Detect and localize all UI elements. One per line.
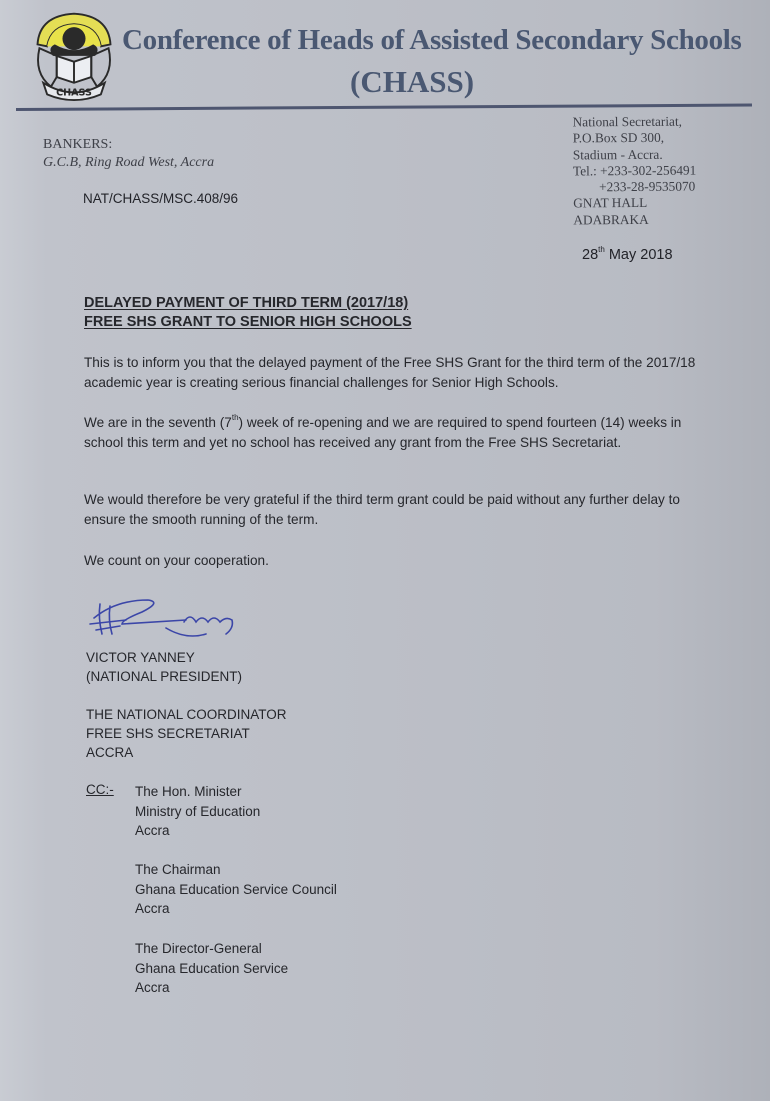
cc-line: Ministry of Education xyxy=(135,803,261,819)
chass-crest-icon xyxy=(26,6,122,102)
subject-line-1: DELAYED PAYMENT OF THIRD TERM (2017/18) xyxy=(84,295,409,311)
paragraph-text: ) week of re-opening and we are required to spend fourteen (14) weeks in school this term and yet no school has received any grant from the Free SHS Secretariat. xyxy=(84,415,682,450)
cc-label: CC:- xyxy=(86,782,114,797)
letterhead-divider xyxy=(16,104,752,111)
subject-line-2: FREE SHS GRANT TO SENIOR HIGH SCHOOLS xyxy=(84,314,412,330)
date-month-year: May 2018 xyxy=(604,247,673,263)
date-day: 28 xyxy=(582,247,599,263)
cc-entry xyxy=(135,860,337,919)
recipient-line: FREE SHS SECRETARIAT xyxy=(86,726,250,741)
address-phone: Tel.: +233-302-256491 xyxy=(572,162,697,179)
cc-line: Accra xyxy=(135,980,170,995)
address-phone: +233-28-9535070 xyxy=(599,178,696,195)
recipient-line: ACCRA xyxy=(86,745,134,760)
signer-title: (NATIONAL PRESIDENT) xyxy=(86,669,243,684)
address-line: GNAT HALL xyxy=(573,195,648,211)
body-paragraph-4: We count on your cooperation. xyxy=(84,553,269,568)
cc-line: Accra xyxy=(135,901,170,916)
cc-entry xyxy=(135,782,260,841)
organization-abbreviation: (CHASS) xyxy=(350,64,475,99)
organization-name: Conference of Heads of Assisted Secondary Schools xyxy=(122,24,742,56)
address-line: National Secretariat, xyxy=(572,113,682,130)
date-suffix: th xyxy=(598,245,605,254)
cc-line: Ghana Education Service xyxy=(135,960,289,976)
svg-text:CHASS: CHASS xyxy=(56,87,92,99)
signer-name: VICTOR YANNEY xyxy=(86,650,195,665)
cc-line: The Director-General xyxy=(135,941,262,956)
cc-line: The Hon. Minister xyxy=(135,784,242,799)
letter-subject xyxy=(84,294,412,332)
cc-line: Ghana Education Service Council xyxy=(135,881,337,897)
handwritten-signature-icon xyxy=(86,594,246,644)
cc-line: The Chairman xyxy=(135,862,221,877)
paragraph-text: We are in the seventh (7 xyxy=(84,415,232,430)
reference-number: NAT/CHASS/MSC.408/96 xyxy=(83,191,239,206)
recipient-line: THE NATIONAL COORDINATOR xyxy=(86,707,287,722)
body-paragraph-3: We would therefore be very grateful if the third term grant could be paid without any further delay to ensure the smooth running of the term. xyxy=(84,492,680,527)
letter-date xyxy=(582,247,673,263)
address-line: Stadium - Accra. xyxy=(572,146,663,163)
secretariat-address xyxy=(573,114,697,229)
recipient-block xyxy=(86,705,287,762)
cc-entry xyxy=(135,939,288,998)
signer-block xyxy=(86,648,242,686)
address-line: P.O.Box SD 300, xyxy=(572,130,665,146)
bankers-block xyxy=(43,136,214,172)
bankers-label: BANKERS: xyxy=(43,137,113,152)
body-paragraph-2 xyxy=(84,413,714,452)
cc-line: Accra xyxy=(135,823,170,838)
address-line: ADABRAKA xyxy=(573,211,649,228)
bankers-value: G.C.B, Ring Road West, Accra xyxy=(43,155,215,170)
ordinal-suffix: th xyxy=(231,413,239,422)
body-paragraph-1: This is to inform you that the delayed payment of the Free SHS Grant for the third term of the 2017/18 academic year is creating serious financial challenges for Senior High Schools. xyxy=(84,355,696,390)
